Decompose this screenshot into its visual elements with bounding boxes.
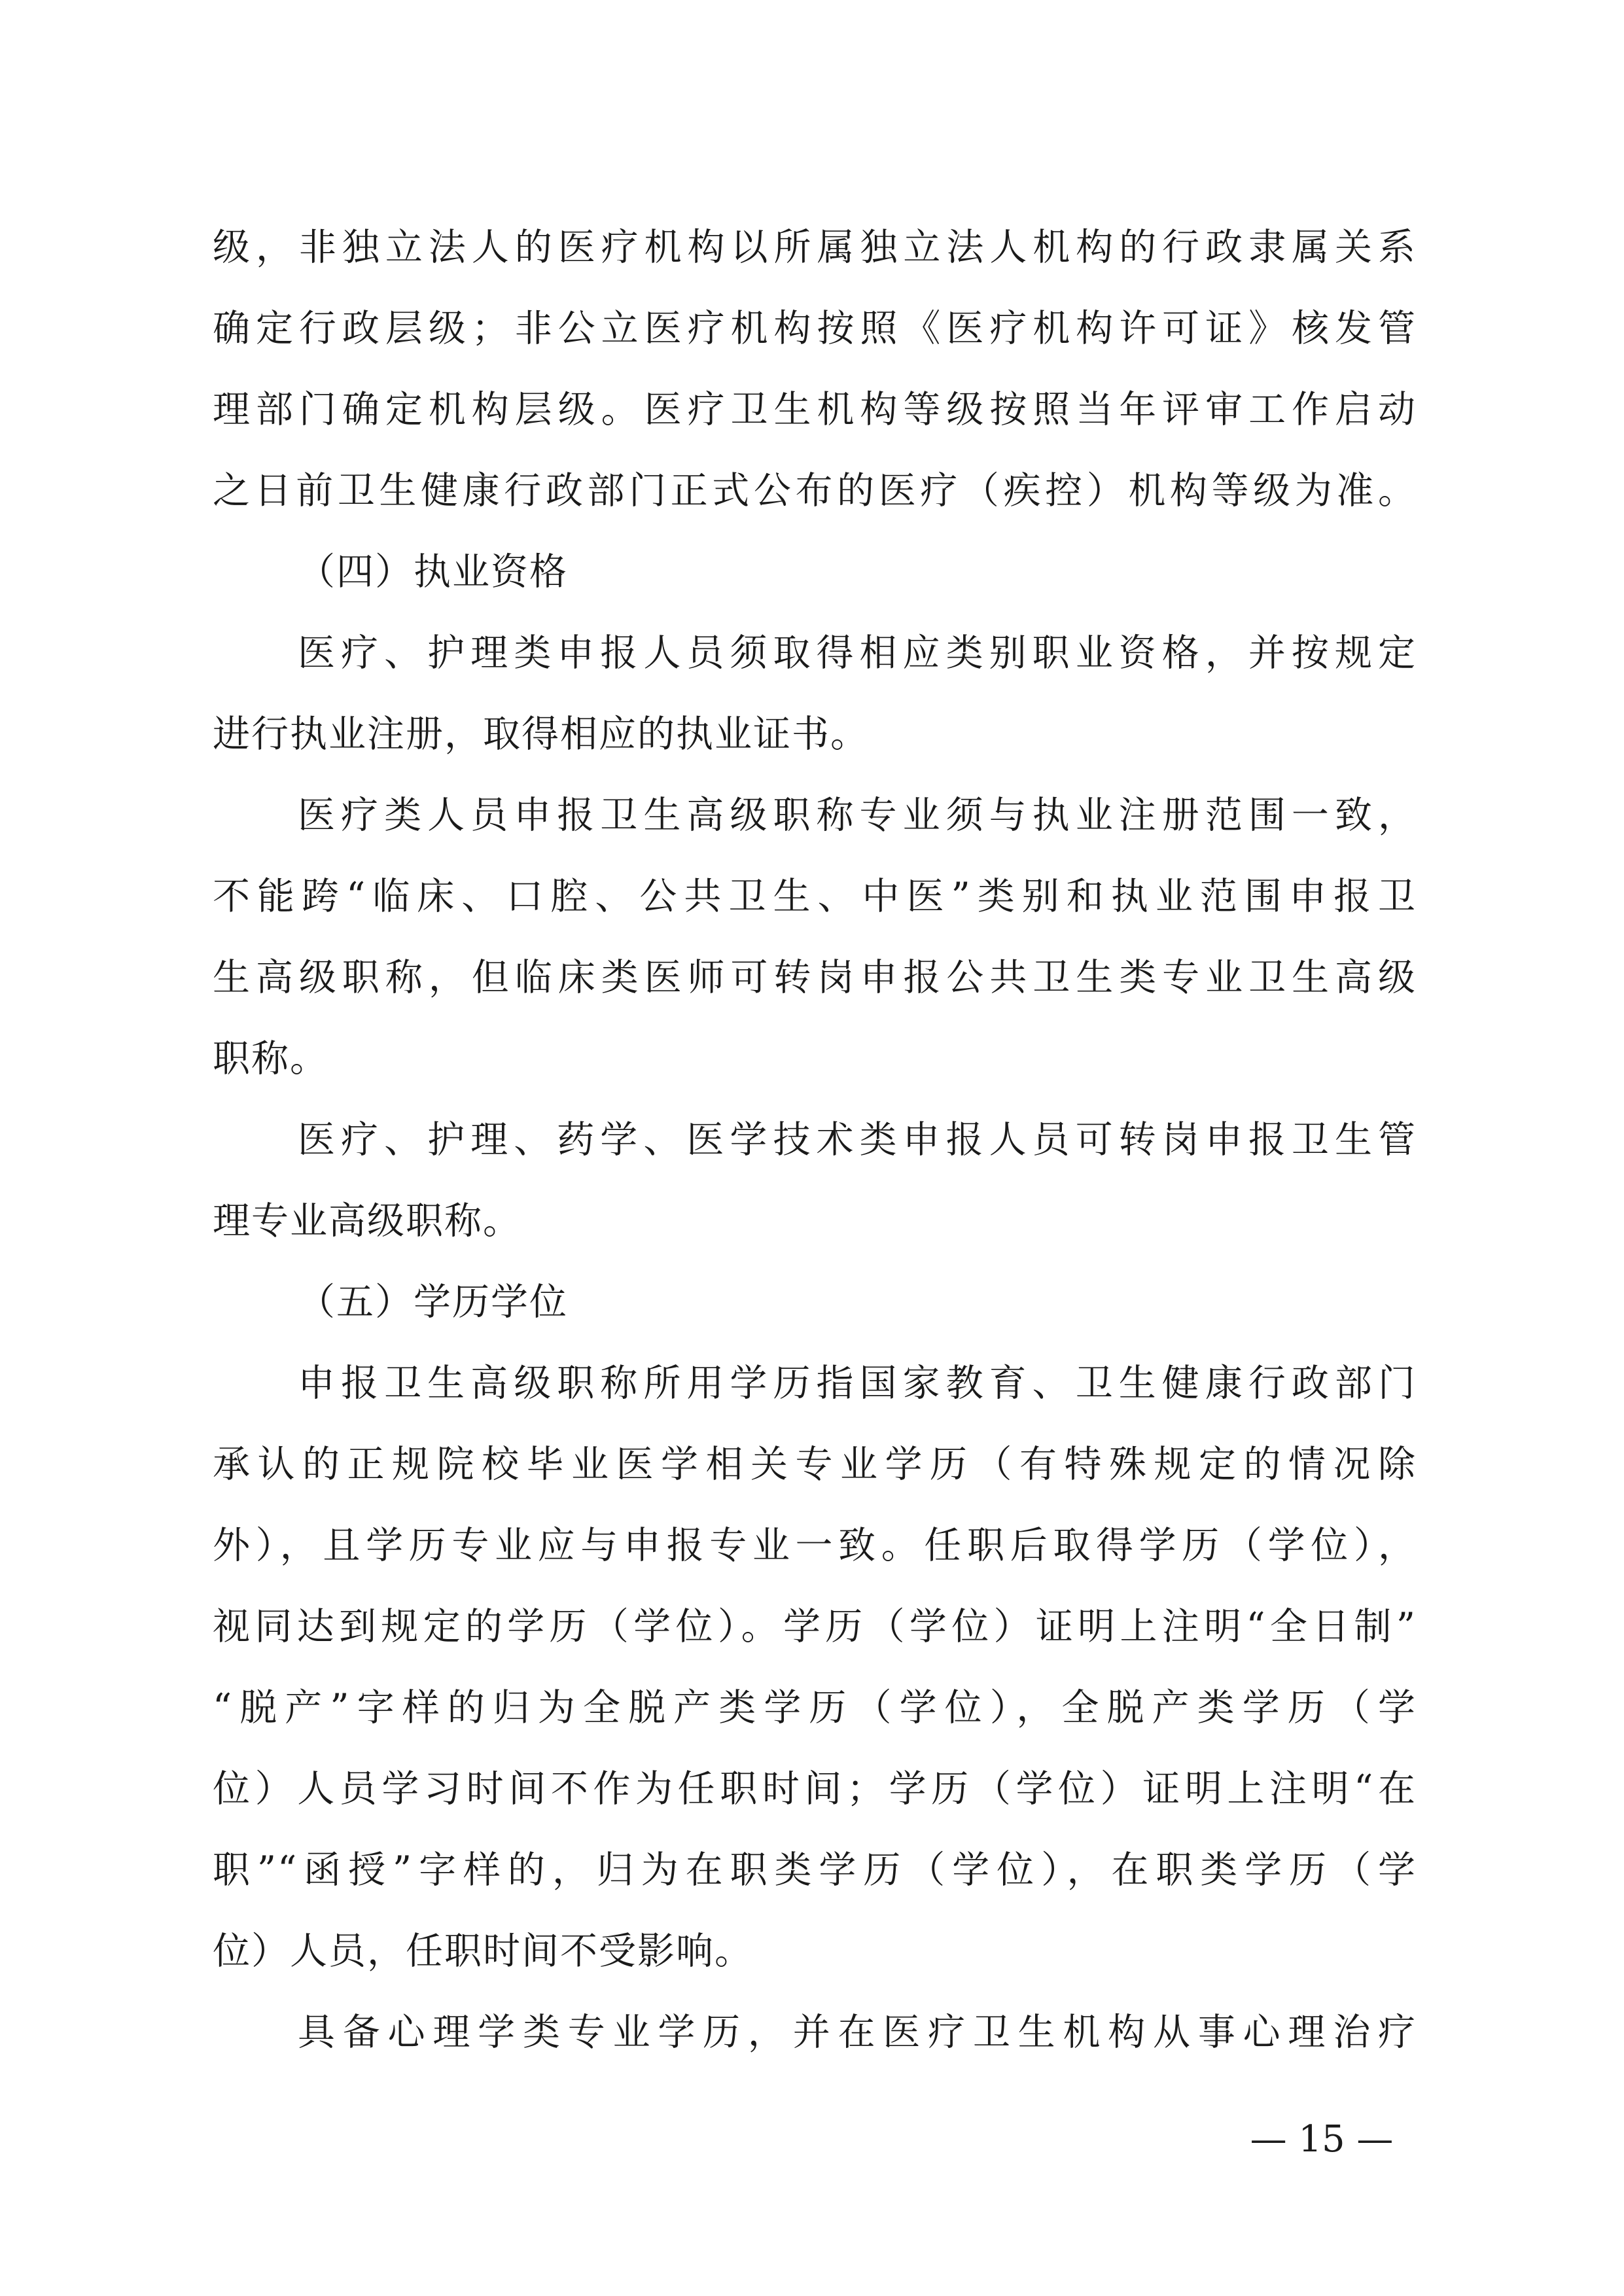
paragraph-line-11: 职称。	[213, 1037, 328, 1080]
paragraph-line-18: 视同达到规定的学历（学位）。学历（学位）证明上注明“全日制”	[213, 1605, 1417, 1648]
paragraph-line-23: 具备心理学类专业学历，并在医疗卫生机构从事心理治疗	[298, 2011, 1417, 2054]
paragraph-line-19: “脱产”字样的归为全脱产类学历（学位），全脱产类学历（学	[213, 1686, 1417, 1729]
paragraph-line-20: 位）人员学习时间不作为任职时间；学历（学位）证明上注明“在	[213, 1767, 1417, 1810]
paragraph-line-17: 外），且学历专业应与申报专业一致。任职后取得学历（学位），	[213, 1524, 1417, 1567]
paragraph-line-13: 理专业高级职称。	[213, 1199, 521, 1243]
paragraph-line-22: 位）人员，任职时间不受影响。	[213, 1930, 753, 1973]
section-heading-4: （四）执业资格	[298, 550, 568, 593]
paragraph-line-8: 医疗类人员申报卫生高级职称专业须与执业注册范围一致，	[298, 794, 1417, 837]
paragraph-line-3: 理部门确定机构层级。医疗卫生机构等级按照当年评审工作启动	[213, 388, 1417, 431]
paragraph-line-21: 职”“函授”字样的，归为在职类学历（学位），在职类学历（学	[213, 1848, 1417, 1892]
paragraph-line-6: 医疗、护理类申报人员须取得相应类别职业资格，并按规定	[298, 631, 1417, 675]
paragraph-line-4: 之日前卫生健康行政部门正式公布的医疗（疾控）机构等级为准。	[213, 469, 1417, 512]
section-heading-5: （五）学历学位	[298, 1280, 568, 1324]
paragraph-line-10: 生高级职称，但临床类医师可转岗申报公共卫生类专业卫生高级	[213, 956, 1417, 999]
paragraph-line-9: 不能跨“临床、口腔、公共卫生、中医”类别和执业范围申报卫	[213, 875, 1417, 918]
paragraph-line-7: 进行执业注册，取得相应的执业证书。	[213, 713, 869, 756]
paragraph-line-1: 级，非独立法人的医疗机构以所属独立法人机构的行政隶属关系	[213, 226, 1417, 269]
paragraph-line-16: 承认的正规院校毕业医学相关专业学历（有特殊规定的情况除	[213, 1443, 1417, 1486]
paragraph-line-2: 确定行政层级；非公立医疗机构按照《医疗机构许可证》核发管	[213, 307, 1417, 350]
page-number: — 15 —	[1250, 2118, 1394, 2161]
paragraph-line-12: 医疗、护理、药学、医学技术类申报人员可转岗申报卫生管	[298, 1118, 1417, 1161]
paragraph-line-15: 申报卫生高级职称所用学历指国家教育、卫生健康行政部门	[298, 1362, 1417, 1405]
